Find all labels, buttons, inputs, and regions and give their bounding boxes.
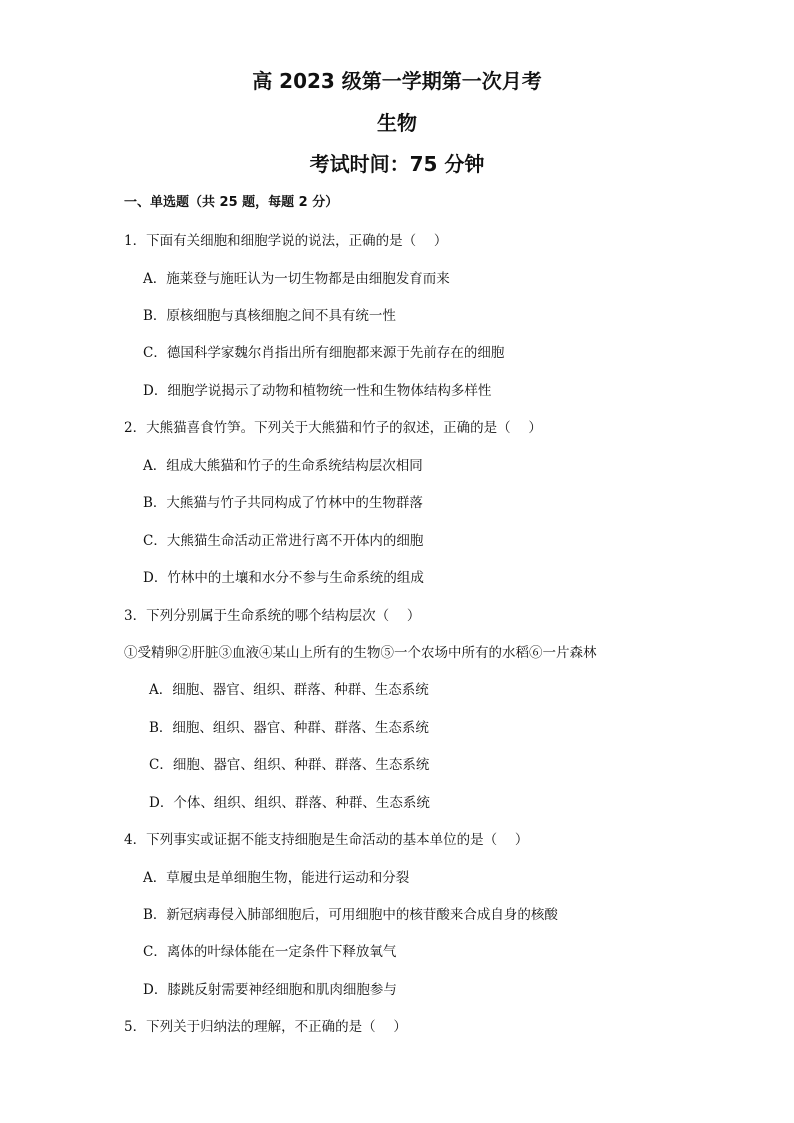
question-2-option-b: B．大熊猫与竹子共同构成了竹林中的生物群落	[143, 495, 423, 511]
question-1-option-d: D．细胞学说揭示了动物和植物统一性和生物体结构多样性	[143, 383, 492, 399]
question-3-option-b: B．细胞、组织、器官、种群、群落、生态系统	[149, 720, 429, 736]
question-3-stem: 3．下列分别属于生命系统的哪个结构层次（ ）	[124, 608, 421, 624]
question-5-stem: 5．下列关于归纳法的理解，不正确的是（ ）	[124, 1019, 407, 1035]
exam-title: 高 2023 级第一学期第一次月考	[252, 69, 542, 93]
question-3-items: ①受精卵②肝脏③血液④某山上所有的生物⑤一个农场中所有的水稻⑥一片森林	[124, 645, 597, 661]
question-2-option-d: D．竹林中的土壤和水分不参与生命系统的组成	[143, 570, 424, 586]
question-1-option-c: C．德国科学家魏尔肖指出所有细胞都来源于先前存在的细胞	[143, 345, 505, 361]
question-4-option-c: C．离体的叶绿体能在一定条件下释放氧气	[143, 944, 397, 960]
question-2-option-c: C．大熊猫生命活动正常进行离不开体内的细胞	[143, 533, 424, 549]
question-1-option-a: A．施莱登与施旺认为一切生物都是由细胞发育而来	[143, 271, 450, 287]
exam-time: 考试时间：75 分钟	[309, 152, 485, 176]
question-3-option-a: A．细胞、器官、组织、群落、种群、生态系统	[149, 682, 429, 698]
question-4-option-d: D．膝跳反射需要神经细胞和肌肉细胞参与	[143, 982, 397, 998]
question-2-option-a: A．组成大熊猫和竹子的生命系统结构层次相同	[143, 458, 423, 474]
section-heading: 一、单选题（共 25 题，每题 2 分）	[124, 195, 339, 210]
question-1-stem: 1．下面有关细胞和细胞学说的说法，正确的是（ ）	[124, 233, 448, 249]
question-4-stem: 4．下列事实或证据不能支持细胞是生命活动的基本单位的是（ ）	[124, 832, 529, 848]
question-4-option-b: B．新冠病毒侵入肺部细胞后，可用细胞中的核苷酸来合成自身的核酸	[143, 907, 558, 923]
subject-title: 生物	[377, 111, 417, 135]
question-4-option-a: A．草履虫是单细胞生物，能进行运动和分裂	[143, 870, 410, 886]
question-2-stem: 2．大熊猫喜食竹笋。下列关于大熊猫和竹子的叙述，正确的是（ ）	[124, 420, 542, 436]
question-3-option-d: D．个体、组织、组织、群落、种群、生态系统	[149, 795, 430, 811]
question-3-option-c: C．细胞、器官、组织、种群、群落、生态系统	[149, 757, 430, 773]
question-1-option-b: B．原核细胞与真核细胞之间不具有统一性	[143, 308, 396, 324]
